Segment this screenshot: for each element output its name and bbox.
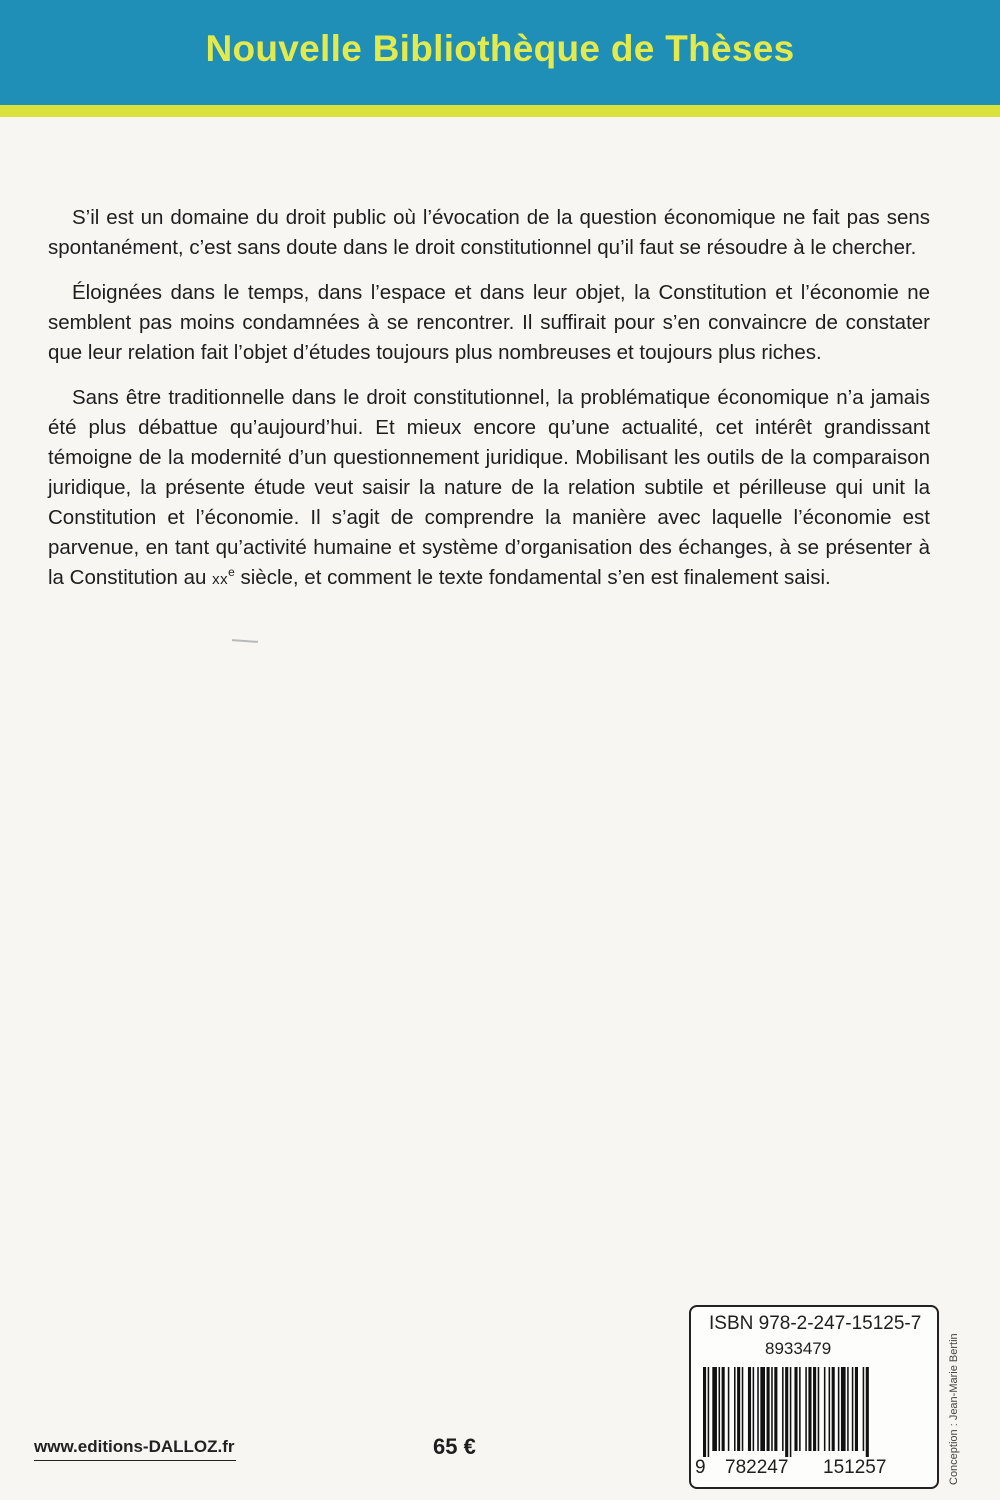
- blurb-paragraph-3-end: siècle, et comment le texte fondamental s’en est finalement saisi.: [234, 566, 831, 589]
- barcode-bar: [771, 1367, 773, 1451]
- blurb-paragraph-2: Éloignées dans le temps, dans l’espace et dans leur objet, la Constitution et l’économie ne semblent pas moins condamnées à se rencontrer. Il suffirait pour s’en convaincre de constater que leur relation fait l’objet d’études toujours plus nombreuses et toujours plus riches.: [48, 281, 930, 364]
- header-stripe: [0, 105, 1000, 117]
- barcode-bar: [841, 1367, 846, 1451]
- series-title: Nouvelle Bibliothèque de Thèses: [205, 28, 795, 69]
- design-credit-text: Conception : Jean-Marie Bertin: [948, 1333, 960, 1485]
- publisher-website: www.editions-DALLOZ.fr: [34, 1437, 235, 1456]
- barcode-bar: [748, 1367, 751, 1451]
- barcode-bar: [829, 1367, 831, 1451]
- barcode-bar: [847, 1367, 849, 1451]
- design-credit: [948, 1300, 968, 1485]
- barcode-bar: [722, 1367, 725, 1451]
- barcode-bar: [863, 1367, 865, 1451]
- isbn-barcode-box: [689, 1305, 939, 1489]
- barcode-digits-right: 151257: [823, 1457, 887, 1478]
- barcode-bar: [774, 1367, 777, 1451]
- barcode-bar: [799, 1367, 801, 1451]
- barcode-bar: [794, 1367, 797, 1451]
- back-cover-blurb: [48, 203, 930, 610]
- barcode-bar: [832, 1367, 835, 1451]
- barcode-bar: [742, 1367, 744, 1451]
- barcode-bar: [760, 1367, 765, 1451]
- century-ordinal: e: [228, 565, 235, 580]
- blurb-paragraph-3: [48, 383, 930, 595]
- barcode-bar: [767, 1367, 770, 1451]
- blurb-paragraph-3-text: Sans être traditionnelle dans le droit constitutionnel, la problématique économique n’a jamais été plus débattue qu’aujourd’hui. Et mieux encore qu’une actualité, cet intérêt grandissant témoigne de la modernité d’un questionnement juridique. Mobilisant les outils de la comparaison juridique, la présente étude veut saisir la nature de la relation subtile et périlleuse qui unit la Constitution et l’économie. Il s’agit de comprendre la manière avec laquelle l’économie est parvenue, en tant qu’activité humaine et système d’organisation des échanges, à se présenter à la Constitution au: [48, 386, 930, 589]
- barcode-bar: [728, 1367, 730, 1451]
- barcode-digits-left: 782247: [725, 1457, 789, 1478]
- barcode-bar: [737, 1367, 740, 1451]
- barcode-bar: [785, 1367, 788, 1457]
- barcode-bar: [855, 1367, 858, 1451]
- barcode-bar: [703, 1367, 706, 1457]
- isbn-internal-code: 8933479: [765, 1339, 832, 1358]
- barcode-bar: [866, 1367, 869, 1457]
- barcode-bar: [719, 1367, 721, 1451]
- barcode-bar: [805, 1367, 807, 1451]
- century-numeral: xx: [212, 571, 229, 588]
- website-underline: [34, 1460, 236, 1461]
- barcode-bar: [818, 1367, 820, 1451]
- barcode-bar: [838, 1367, 840, 1451]
- barcode-bar: [708, 1367, 710, 1457]
- barcode-digit-first: 9: [695, 1457, 706, 1478]
- barcode-bar: [824, 1367, 826, 1451]
- blurb-paragraph-1: S’il est un domaine du droit public où l’évocation de la question économique ne fait pas sens spontanément, c’est sans doute dans le droit constitutionnel qu’il faut se résoudre à le chercher.: [48, 206, 930, 259]
- barcode-bar: [808, 1367, 811, 1451]
- barcode-bar: [734, 1367, 736, 1451]
- barcode-bar: [813, 1367, 816, 1451]
- barcode-bar: [782, 1367, 784, 1451]
- barcode-bar: [852, 1367, 854, 1451]
- barcode-bar: [712, 1367, 717, 1451]
- barcode-digits: [691, 1457, 937, 1483]
- barcode-bar: [790, 1367, 792, 1457]
- barcode-bar: [757, 1367, 759, 1451]
- stray-mark: [232, 639, 258, 643]
- barcode-bar: [753, 1367, 755, 1451]
- barcode: [703, 1367, 925, 1457]
- isbn-label: ISBN 978-2-247-15125-7: [709, 1313, 922, 1334]
- price: 65 €: [433, 1434, 476, 1459]
